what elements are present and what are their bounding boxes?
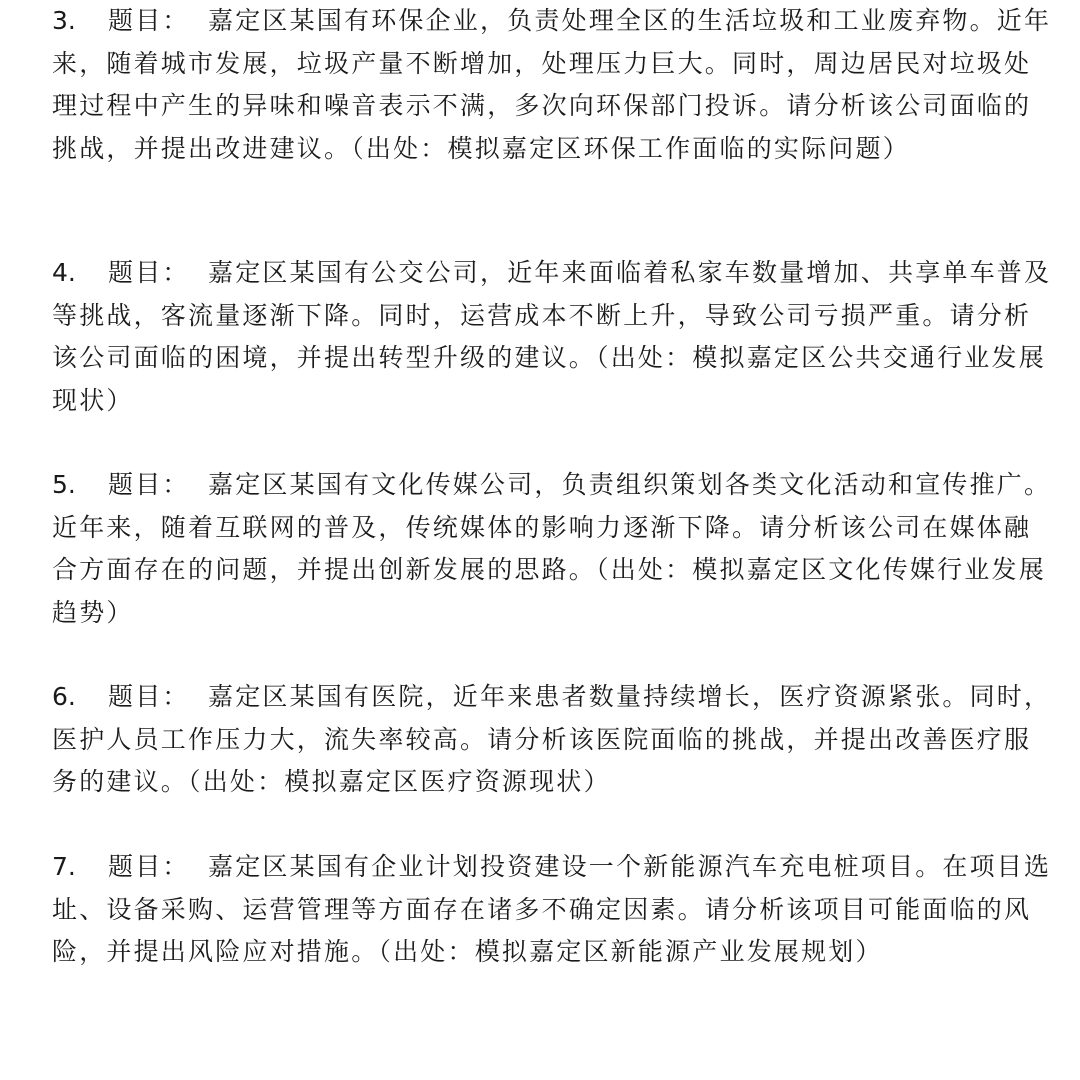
question-label: 题目： (108, 258, 190, 287)
question-number: 4. (52, 258, 76, 287)
question-text: 嘉定区某国有公交公司，近年来面临着私家车数量增加、共享单车普及等挑战，客流量逐渐下降。同时，运营成本不断上升，导致公司亏损严重。请分析该公司面临的困境，并提出转型升级的建议。（出处：模拟嘉定区公共交通行业发展现状） (52, 258, 1052, 416)
question-text: 嘉定区某国有文化传媒公司，负责组织策划各类文化活动和宣传推广。近年来，随着互联网的普及，传统媒体的影响力逐渐下降。请分析该公司在媒体融合方面存在的问题，并提出创新发展的思路。（出处：模拟嘉定区文化传媒行业发展趋势） (52, 470, 1052, 628)
question-5 (52, 464, 1052, 635)
question-number: 7. (52, 852, 76, 881)
question-text: 嘉定区某国有企业计划投资建设一个新能源汽车充电桩项目。在项目选址、设备采购、运营管理等方面存在诸多不确定因素。请分析该项目可能面临的风险，并提出风险应对措施。（出处：模拟嘉定区新能源产业发展规划） (52, 852, 1052, 967)
question-4 (52, 252, 1052, 423)
question-3 (52, 0, 1052, 171)
question-number: 6. (52, 682, 76, 711)
question-number: 3. (52, 6, 76, 35)
question-text: 嘉定区某国有医院，近年来患者数量持续增长，医疗资源紧张。同时，医护人员工作压力大，流失率较高。请分析该医院面临的挑战，并提出改善医疗服务的建议。（出处：模拟嘉定区医疗资源现状） (52, 682, 1052, 797)
question-text: 嘉定区某国有环保企业，负责处理全区的生活垃圾和工业废弃物。近年来，随着城市发展，垃圾产量不断增加，处理压力巨大。同时，周边居民对垃圾处理过程中产生的异味和噪音表示不满，多次向环保部门投诉。请分析该公司面临的挑战，并提出改进建议。（出处：模拟嘉定区环保工作面临的实际问题） (52, 6, 1052, 164)
question-label: 题目： (108, 852, 190, 881)
question-7 (52, 846, 1052, 974)
question-label: 题目： (108, 470, 190, 499)
question-number: 5. (52, 470, 76, 499)
question-6 (52, 676, 1052, 804)
question-label: 题目： (108, 682, 190, 711)
question-label: 题目： (108, 6, 190, 35)
